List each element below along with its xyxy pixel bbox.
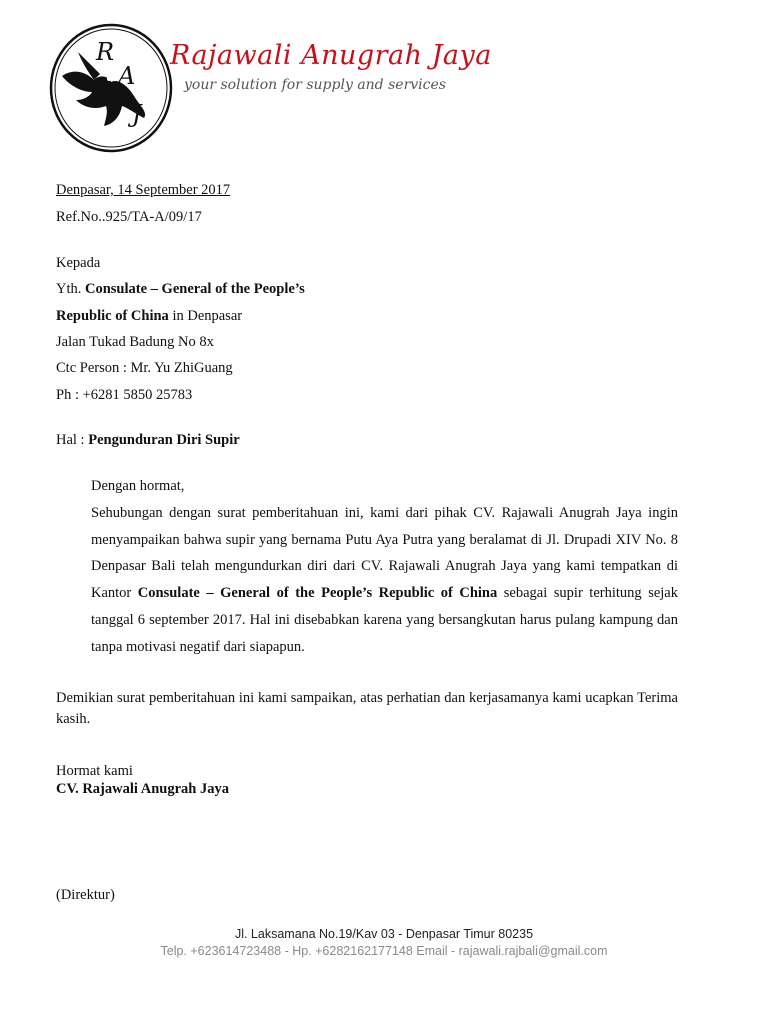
monogram-letter-a: A bbox=[118, 62, 136, 90]
yth-prefix: Yth. bbox=[56, 281, 85, 297]
subject-label: Hal : bbox=[56, 432, 89, 448]
recipient-phone: Ph : +6281 5850 25783 bbox=[56, 387, 193, 403]
recipient-label: Kepada bbox=[56, 255, 101, 271]
company-name: Rajawali Anugrah Jaya bbox=[170, 40, 492, 71]
regards: Hormat kami bbox=[56, 763, 133, 779]
footer-contact: Telp. +623614723488 - Hp. +6282162177148 Email - rajawali.rajbali@gmail.com bbox=[160, 944, 608, 958]
recipient-org-line2 bbox=[56, 307, 242, 325]
company-tagline: your solution for supply and services bbox=[184, 77, 446, 93]
body-text-bold: Consulate – General of the People’s Republic of China bbox=[137, 585, 498, 602]
recipient-org-country: Republic of China bbox=[56, 308, 169, 324]
recipient-city: in Denpasar bbox=[168, 308, 243, 324]
body-paragraph bbox=[91, 500, 678, 660]
recipient-address: Jalan Tukad Badung No 8x bbox=[56, 334, 214, 350]
body-text-part1: Sehubungan dengan surat pemberitahuan ini, kami dari pihak CV. Rajawali Anugrah Jaya ingin menyampaikan bahwa supir yang bernama Putu Aya Putra yang beralamat di Jl. Drupadi XIV No. 8 Denpasar Bali telah mengundurkan diri dari CV. Rajawali Anugrah Jaya yang kami tempatkan di Kantor bbox=[91, 505, 678, 602]
recipient-org-line1 bbox=[56, 280, 305, 298]
recipient-org-name: Consulate – General of the People’s bbox=[85, 281, 305, 297]
greeting: Dengan hormat, bbox=[91, 478, 185, 494]
subject-text: Pengunduran Diri Supir bbox=[88, 432, 240, 448]
body-text-part2: sebagai supir terhitung sejak tanggal 6 september 2017. Hal ini disebabkan karena yang bersangkutan harus pulang kampung dan tanpa motivasi negatif dari siapapun. bbox=[91, 585, 678, 655]
signatory-title: (Direktur) bbox=[56, 887, 115, 903]
letterhead bbox=[48, 22, 492, 160]
monogram-letter-j: J bbox=[132, 100, 142, 128]
closing-paragraph: Demikian surat pemberitahuan ini kami sampaikan, atas perhatian dan kerjasamanya kami ucapkan Terima kasih. bbox=[56, 690, 678, 727]
letter-date: Denpasar, 14 September 2017 bbox=[56, 182, 231, 198]
subject-line bbox=[56, 431, 240, 449]
signature-company: CV. Rajawali Anugrah Jaya bbox=[56, 781, 229, 797]
footer-address: Jl. Laksamana No.19/Kav 03 - Denpasar Timur 80235 bbox=[234, 927, 534, 941]
recipient-contact-person: Ctc Person : Mr. Yu ZhiGuang bbox=[56, 360, 233, 376]
monogram-letter-r: R bbox=[96, 38, 115, 66]
reference-number: Ref.No..925/TA-A/09/17 bbox=[56, 209, 202, 225]
eagle-logo-icon bbox=[48, 22, 174, 154]
